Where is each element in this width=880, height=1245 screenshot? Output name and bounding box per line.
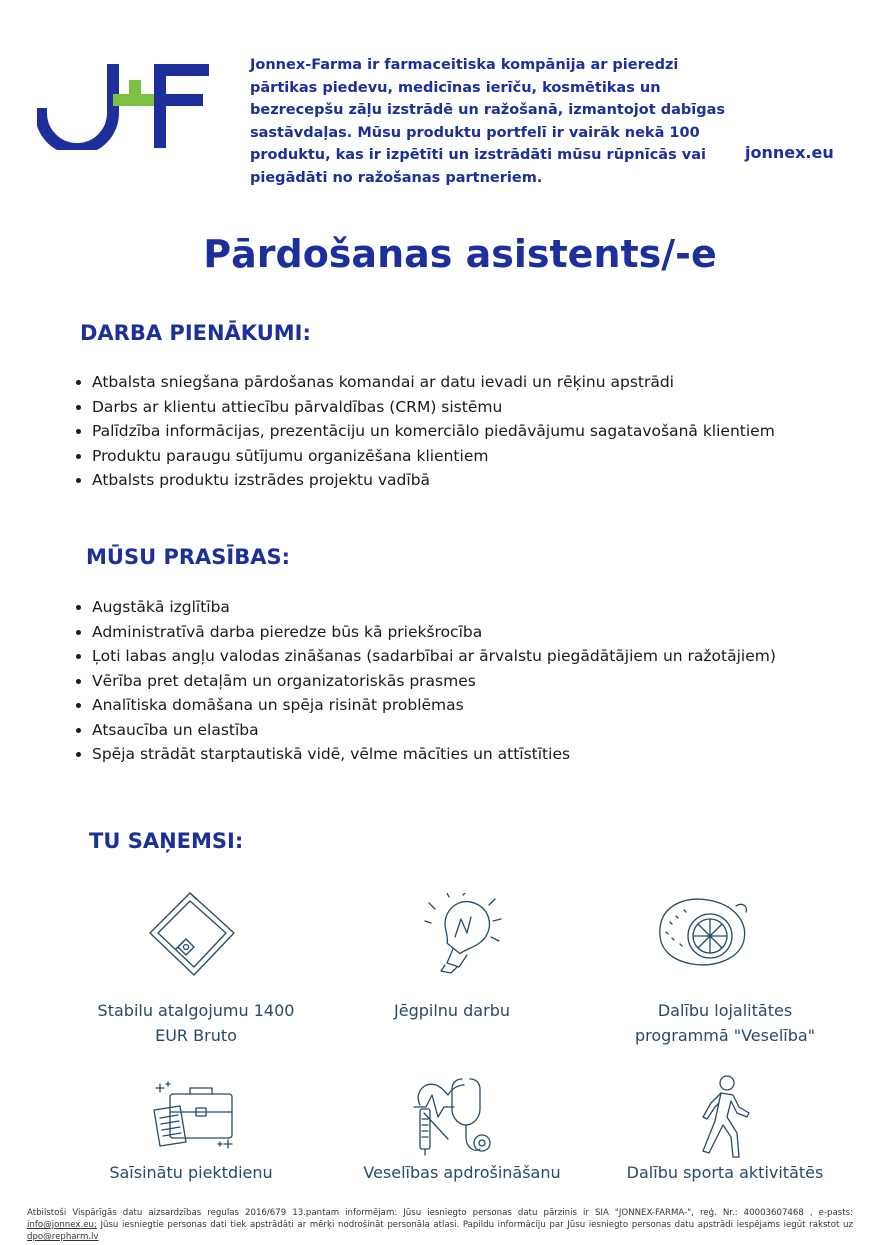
- benefit-label-short-friday: Saīsinātu piektdienu: [109, 1163, 273, 1182]
- list-item: • Administratīvā darba pieredze būs kā priekšrocība: [92, 620, 776, 645]
- list-item: • Palīdzība informācijas, prezentāciju un komerciālo piedāvājumu sagatavošanā klientiem: [92, 419, 775, 444]
- list-item: • Atsaucība un elastība: [92, 718, 776, 743]
- list-item: • Vērība pret detaļām un organizatoriskās prasmes: [92, 669, 776, 694]
- requirements-list: [72, 595, 776, 767]
- duties-heading: DARBA PIENĀKUMI:: [80, 321, 311, 345]
- lightbulb-icon: [423, 893, 503, 975]
- list-item: • Augstākā izglītība: [92, 595, 776, 620]
- wallet-icon: [146, 889, 238, 979]
- company-intro: Jonnex-Farma ir farmaceitiska kompānija ar pieredzi pārtikas piedevu, medicīnas ierīču, kosmētikas un bezrecepšu zāļu izstrādē un ražošanā, izmantojot dabīgas sastāvdaļas. Mūsu produktu portfelī ir vairāk nekā 100 produktu, kas ir izpētīti un izstrādāti mūsu rūpnīcās vai piegādāti no ražošanas partneriem.: [250, 57, 726, 186]
- info-email-link[interactable]: info@jonnex.eu;: [27, 1220, 97, 1230]
- list-item: • Spēja strādāt starptautiskā vidē, vēlme mācīties un attīstīties: [92, 742, 776, 767]
- briefcase-icon: [150, 1080, 240, 1150]
- benefits-heading: TU SAŅEMSI:: [89, 829, 244, 853]
- list-item: • Darbs ar klientu attiecību pārvaldības (CRM) sistēmu: [92, 395, 775, 420]
- benefit-label-sports: Dalību sporta aktivitātēs: [626, 1163, 824, 1182]
- lemon-icon: [650, 892, 754, 972]
- walking-person-icon: [693, 1073, 753, 1161]
- duties-list: [72, 370, 775, 493]
- requirements-heading: MŪSU PRASĪBAS:: [86, 545, 290, 569]
- job-title: Pārdošanas asistents/-e: [203, 232, 717, 276]
- benefit-label-meaningful-work: Jēgpilnu darbu: [394, 1001, 510, 1020]
- gdpr-notice: Atbilstoši Vispārīgās datu aizsardzības regulas 2016/679 13.pantam informējam: Jūsu iesniegto personas datu pārzinis ir SIA "JONNEX-FARMA-", reģ. Nr.: 40003607468 , e-pasts: info@jonnex.eu; Jūsu iesniegtie personas dati tiek apstrādāti ar mērķi nodrošināt personāla atlasi. Papildu informāciju par Jūsu iesniegto personas datu apstrādi iespējams iegūt rakstot uz dpo@repharm.lv: [27, 1208, 853, 1242]
- website-link[interactable]: jonnex.eu: [745, 143, 834, 162]
- benefit-label-salary: Stabilu atalgojumu 1400 EUR Bruto: [97, 1001, 295, 1045]
- benefit-label-loyalty: Dalību lojalitātes programmā "Veselība": [634, 1001, 816, 1045]
- list-item: • Analītiska domāšana un spēja risināt problēmas: [92, 693, 776, 718]
- list-item: • Atbalsta sniegšana pārdošanas komandai ar datu ievadi un rēķinu apstrādi: [92, 370, 775, 395]
- list-item: • Produktu paraugu sūtījumu organizēšana klientiem: [92, 444, 775, 469]
- list-item: • Atbalsts produktu izstrādes projektu vadībā: [92, 468, 775, 493]
- jonnex-farma-logo: [37, 58, 212, 150]
- dpo-email-link[interactable]: dpo@repharm.lv: [27, 1232, 99, 1242]
- stethoscope-icon: [410, 1075, 496, 1157]
- benefit-label-health-insurance: Veselības apdrošināšanu: [363, 1163, 561, 1182]
- list-item: • Ļoti labas angļu valodas zināšanas (sadarbībai ar ārvalstu piegādātājiem un ražotājiem): [92, 644, 776, 669]
